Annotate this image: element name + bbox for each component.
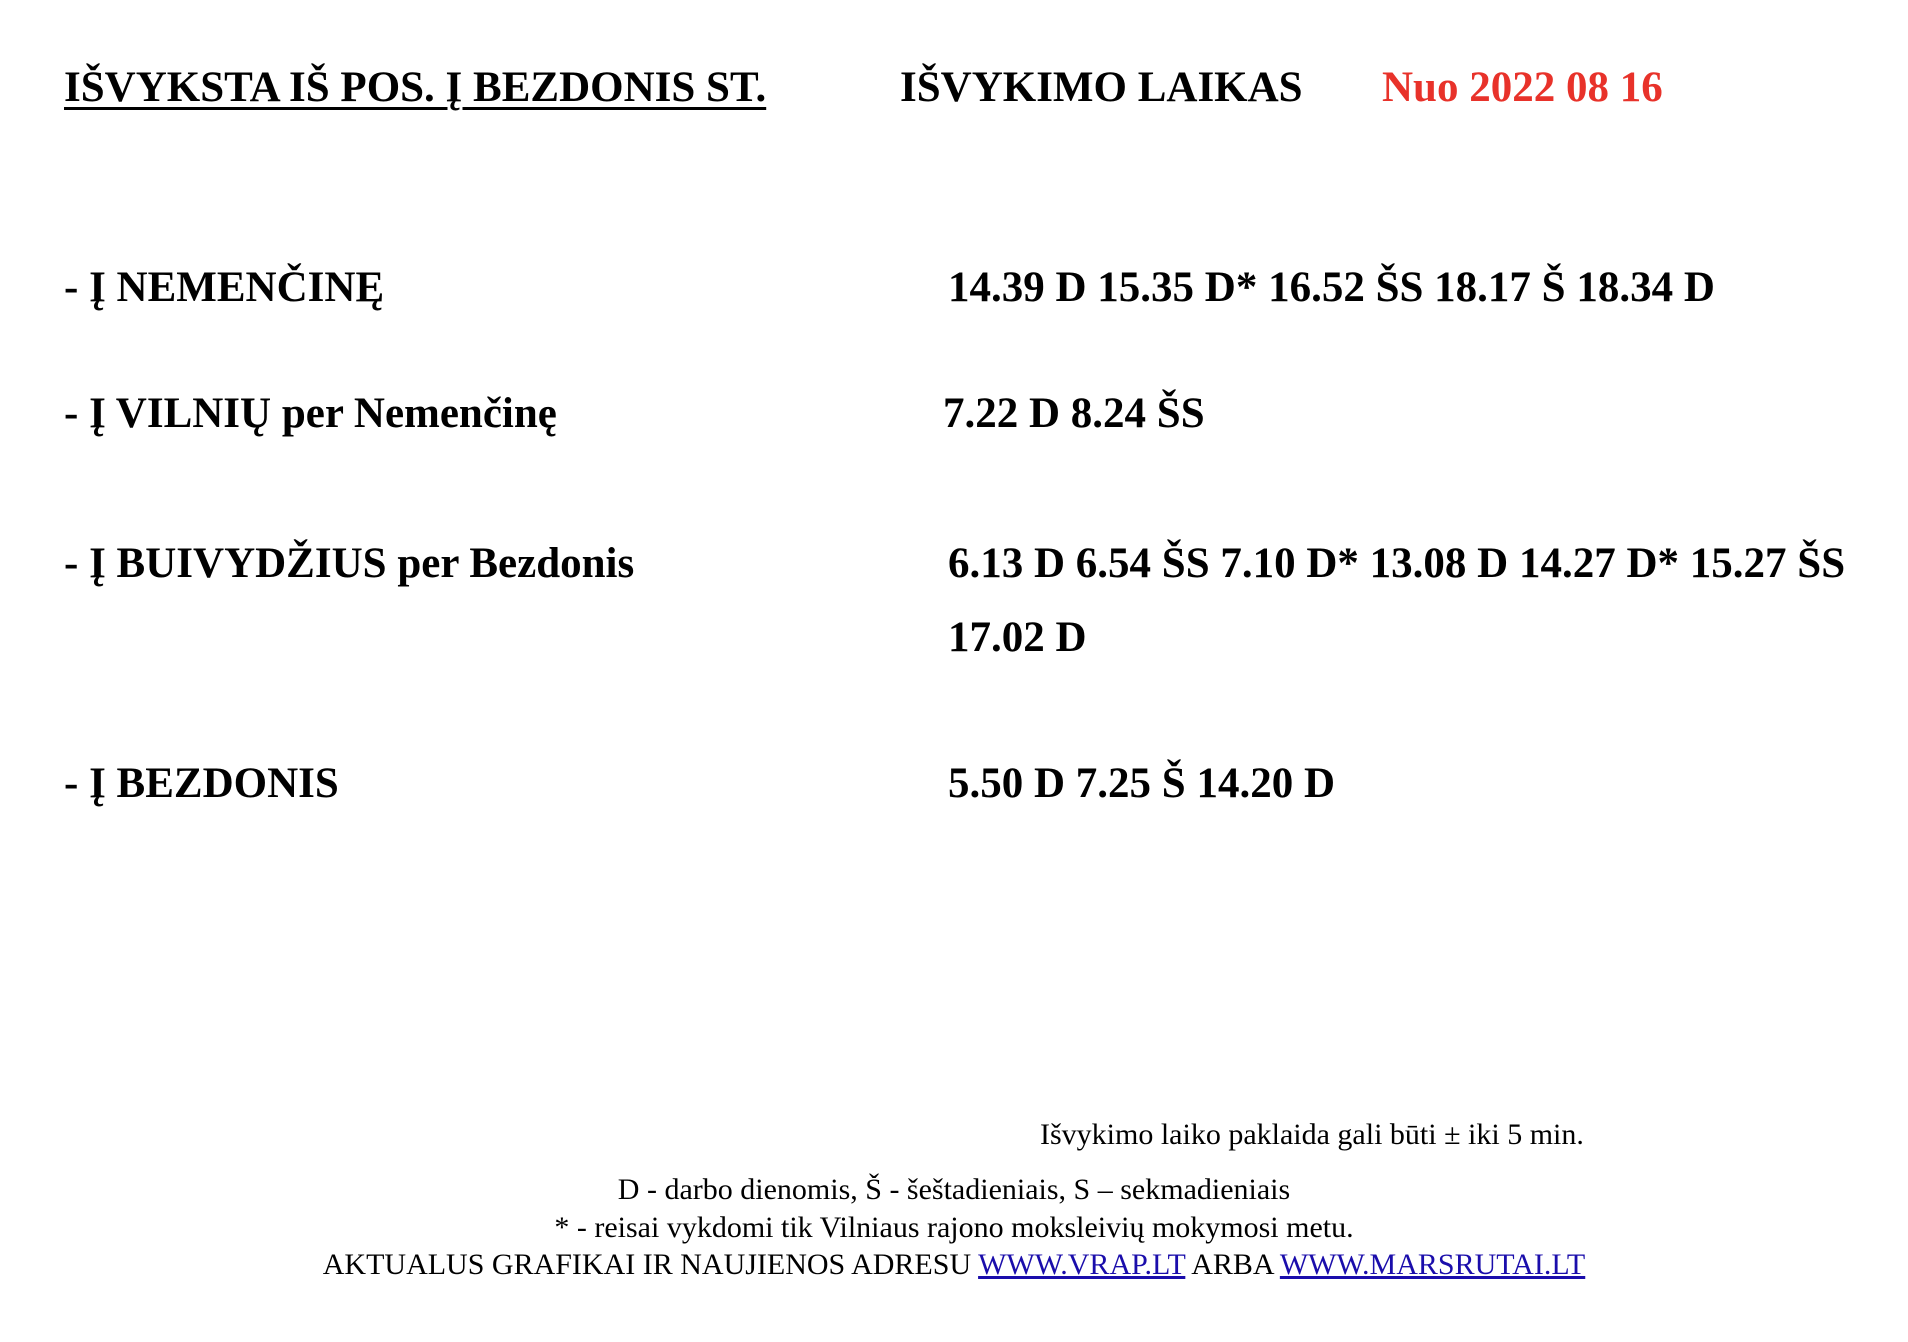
route-name-vilnius: - Į VILNIŲ per Nemenčinę — [64, 390, 557, 437]
route-times-vilnius: 7.22 D 8.24 ŠS — [943, 390, 1205, 437]
links-joiner: ARBA — [1191, 1248, 1273, 1281]
links-line — [0, 1247, 1908, 1283]
valid-from-date: Nuo 2022 08 16 — [1382, 64, 1663, 111]
route-times-buivydziai: 6.13 D 6.54 ŠS 7.10 D* 13.08 D 14.27 D* 15.27 ŠS — [948, 540, 1846, 587]
marsrutai-link[interactable]: WWW.MARSRUTAI.LT — [1279, 1248, 1586, 1281]
tolerance-note: Išvykimo laiko paklaida gali būti ± iki 5 min. — [1040, 1118, 1584, 1151]
asterisk-note: * - reisai vykdomi tik Vilniaus rajono moksleivių mokymosi metu. — [554, 1211, 1354, 1244]
route-name-buivydziai: - Į BUIVYDŽIUS per Bezdonis — [64, 540, 635, 587]
day-legend: D - darbo dienomis, Š - šeštadieniais, S – sekmadieniais — [617, 1173, 1291, 1206]
route-times-buivydziai-cont: 17.02 D — [948, 614, 1087, 661]
route-name-bezdonis: - Į BEZDONIS — [64, 760, 339, 807]
links-prefix: AKTUALUS GRAFIKAI IR NAUJIENOS ADRESU — [322, 1248, 972, 1281]
departure-time-heading: IŠVYKIMO LAIKAS — [900, 64, 1303, 111]
route-times-bezdonis: 5.50 D 7.25 Š 14.20 D — [948, 760, 1336, 807]
route-times-nemencine: 14.39 D 15.35 D* 16.52 ŠS 18.17 Š 18.34 D — [948, 264, 1715, 311]
schedule-title: IŠVYKSTA IŠ POS. Į BEZDONIS ST. — [64, 64, 767, 111]
vrap-link[interactable]: WWW.VRAP.LT — [978, 1248, 1186, 1281]
route-name-nemencine: - Į NEMENČINĘ — [64, 264, 385, 311]
